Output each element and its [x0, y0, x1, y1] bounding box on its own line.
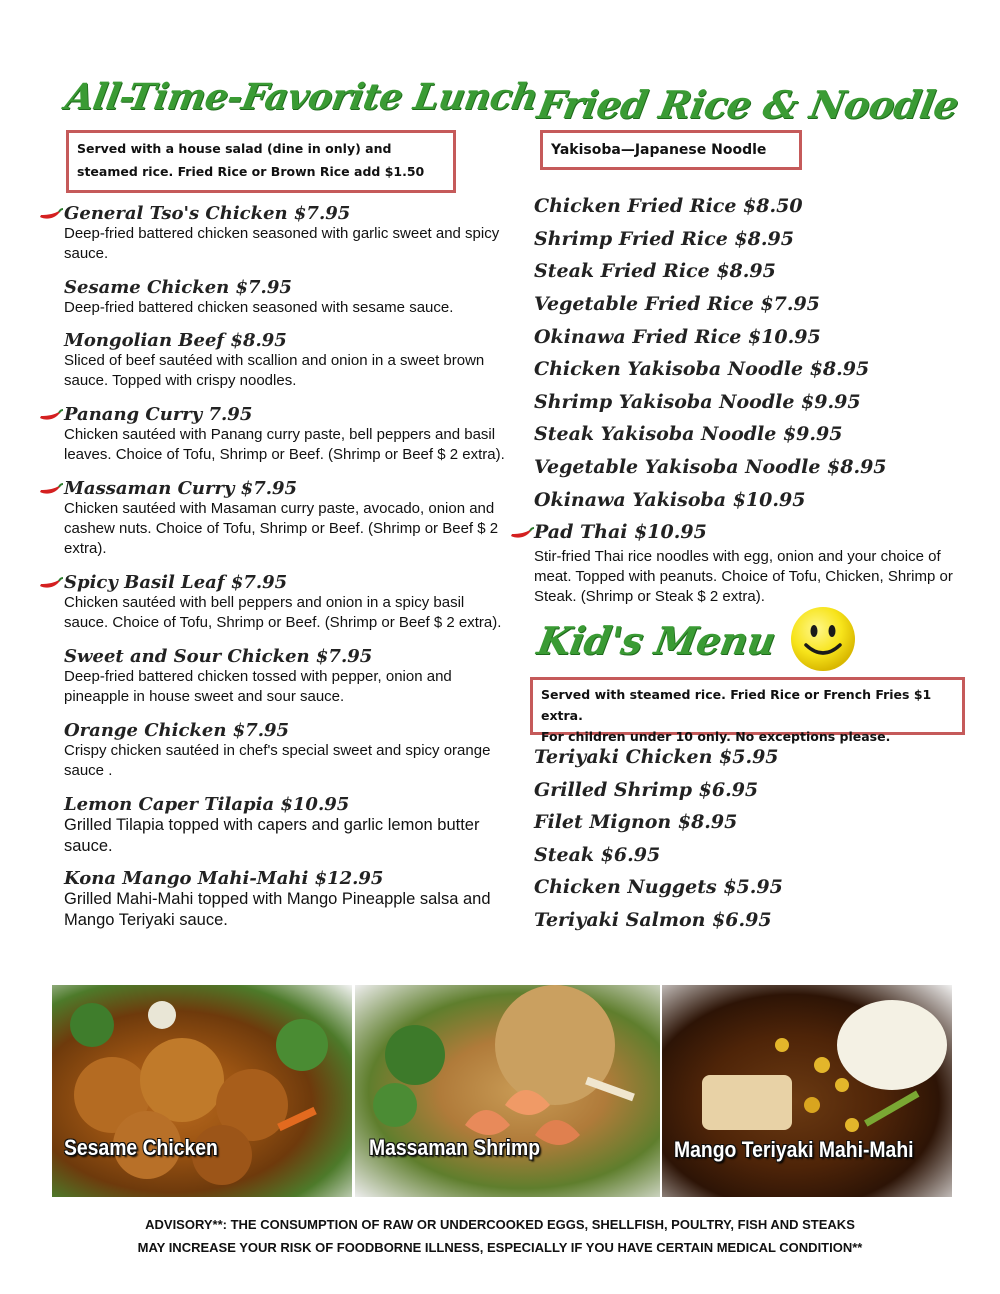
item-desc: Chicken sautéed with Masaman curry paste, avocado, onion and cashew nuts. Choice of Tofu, Shrimp or Beef. (Shrimp or Beef $ 2 extra).: [64, 500, 499, 557]
menu-item-chicken-yakisoba: Chicken Yakisoba Noodle $8.95: [534, 358, 870, 380]
menu-item-shrimp-yakisoba: Shrimp Yakisoba Noodle $9.95: [534, 391, 861, 413]
item-name: Massaman Curry $7.95: [64, 478, 298, 499]
item-desc: Chicken sautéed with Panang curry paste, bell peppers and basil leaves. Choice of Tofu, Shrimp or Beef. (Shrimp or Beef $ 2 extra).: [64, 426, 505, 463]
item-desc: Grilled Tilapia topped with capers and garlic lemon butter sauce.: [64, 816, 480, 855]
yakisoba-note-text: Yakisoba—Japanese Noodle: [551, 142, 767, 158]
item-name: Orange Chicken $7.95: [64, 720, 290, 741]
item-desc: Chicken sautéed with bell peppers and onion in a spicy basil sauce. Choice of Tofu, Shrimp or Beef. (Shrimp or Beef $ 2 extra).: [64, 594, 502, 631]
item-name: Kona Mango Mahi-Mahi $12.95: [64, 868, 384, 889]
kids-note-line1: Served with steamed rice. Fried Rice or French Fries $1 extra.: [541, 687, 932, 723]
chili-spicy-icon: [38, 207, 64, 221]
chili-spicy-icon: [38, 576, 64, 590]
smiley-face-icon: [789, 605, 857, 673]
photo-label: Mango Teriyaki Mahi-Mahi: [674, 1137, 914, 1162]
menu-item-spicy-basil: [64, 572, 512, 633]
item-desc: Deep-fried battered chicken tossed with pepper, onion and pineapple in house sweet and sour sauce.: [64, 668, 452, 705]
menu-item-steak-fried-rice: Steak Fried Rice $8.95: [534, 260, 776, 282]
menu-item-pad-thai: Pad Thai $10.95: [534, 521, 707, 543]
item-desc: Sliced of beef sautéed with scallion and onion in a sweet brown sauce. Topped with crispy noodles.: [64, 352, 485, 389]
yakisoba-note-box: [540, 130, 802, 170]
menu-item-orange-chicken: [64, 720, 512, 781]
item-name: Mongolian Beef $8.95: [64, 330, 287, 351]
item-desc: Deep-fried battered chicken seasoned with sesame sauce.: [64, 299, 454, 316]
kids-item-filet-mignon: Filet Mignon $8.95: [534, 811, 738, 833]
chili-spicy-icon: [509, 526, 535, 540]
menu-item-general-tso: [64, 203, 512, 264]
menu-item-sesame-chicken: [64, 277, 512, 318]
pad-thai-desc: Stir-fried Thai rice noodles with egg, onion and your choice of meat. Topped with peanuts. Choice of Tofu, Chicken, Shrimp or Steak. (Shrimp or Steak $ 2 extra).: [534, 548, 953, 605]
lunch-heading: All-Time-Favorite Lunch: [62, 76, 542, 118]
item-name: Spicy Basil Leaf $7.95: [64, 572, 288, 593]
menu-item-massaman-curry: [64, 478, 512, 559]
photo-mango-mahi-mahi: [662, 985, 952, 1197]
menu-item-shrimp-fried-rice: Shrimp Fried Rice $8.95: [534, 228, 794, 250]
menu-item-sweet-sour: [64, 646, 512, 707]
menu-item-steak-yakisoba: Steak Yakisoba Noodle $9.95: [534, 423, 843, 445]
menu-item-kona-mango: [64, 868, 512, 931]
item-name: Sweet and Sour Chicken $7.95: [64, 646, 373, 667]
menu-item-vegetable-yakisoba: Vegetable Yakisoba Noodle $8.95: [534, 456, 887, 478]
chili-spicy-icon: [38, 482, 64, 496]
menu-item-lemon-caper-tilapia: [64, 794, 512, 857]
item-name: Sesame Chicken $7.95: [64, 277, 292, 298]
item-desc: Deep-fried battered chicken seasoned with garlic sweet and spicy sauce.: [64, 225, 500, 262]
kids-menu-heading: Kid's Menu: [534, 618, 779, 663]
photo-label: Massaman Shrimp: [369, 1135, 541, 1160]
advisory-line1: ADVISORY**: THE CONSUMPTION OF RAW OR UNDERCOOKED EGGS, SHELLFISH, POULTRY, FISH AND STEAKS: [145, 1217, 855, 1232]
lunch-note-text: Served with a house salad (dine in only) and steamed rice. Fried Rice or Brown Rice add $1.50: [77, 141, 425, 179]
kids-item-steak: Steak $6.95: [534, 844, 661, 866]
menu-item-okinawa-fried-rice: Okinawa Fried Rice $10.95: [534, 326, 821, 348]
item-name: Lemon Caper Tilapia $10.95: [64, 794, 350, 815]
menu-item-chicken-fried-rice: Chicken Fried Rice $8.50: [534, 195, 803, 217]
menu-item-vegetable-fried-rice: Vegetable Fried Rice $7.95: [534, 293, 820, 315]
advisory-line2: MAY INCREASE YOUR RISK OF FOODBORNE ILLNESS, ESPECIALLY IF YOU HAVE CERTAIN MEDICAL CONDITION**: [137, 1240, 863, 1255]
kids-item-teriyaki-chicken: Teriyaki Chicken $5.95: [534, 746, 779, 768]
menu-item-panang-curry: [64, 404, 512, 465]
kids-item-teriyaki-salmon: Teriyaki Salmon $6.95: [534, 909, 772, 931]
item-desc: Grilled Mahi-Mahi topped with Mango Pineapple salsa and Mango Teriyaki sauce.: [64, 890, 491, 929]
photo-label: Sesame Chicken: [64, 1135, 218, 1160]
kids-item-grilled-shrimp: Grilled Shrimp $6.95: [534, 779, 759, 801]
menu-item-mongolian-beef: [64, 330, 512, 391]
item-name: General Tso's Chicken $7.95: [64, 203, 351, 224]
fried-rice-noodle-heading: Fried Rice & Noodle: [534, 82, 962, 127]
photo-sesame-chicken: [52, 985, 352, 1197]
chili-spicy-icon: [38, 408, 64, 422]
menu-item-okinawa-yakisoba: Okinawa Yakisoba $10.95: [534, 489, 806, 511]
kids-note-box: [530, 677, 965, 744]
food-safety-advisory: [60, 1213, 940, 1259]
item-name: Panang Curry 7.95: [64, 404, 253, 425]
item-desc: Crispy chicken sautéed in chef's special sweet and spicy orange sauce .: [64, 742, 491, 779]
lunch-note-box: [66, 130, 456, 193]
kids-note-line2: For children under 10 only. No exceptions please.: [541, 729, 891, 744]
kids-item-chicken-nuggets: Chicken Nuggets $5.95: [534, 876, 783, 898]
photo-massaman-shrimp: [355, 985, 660, 1197]
